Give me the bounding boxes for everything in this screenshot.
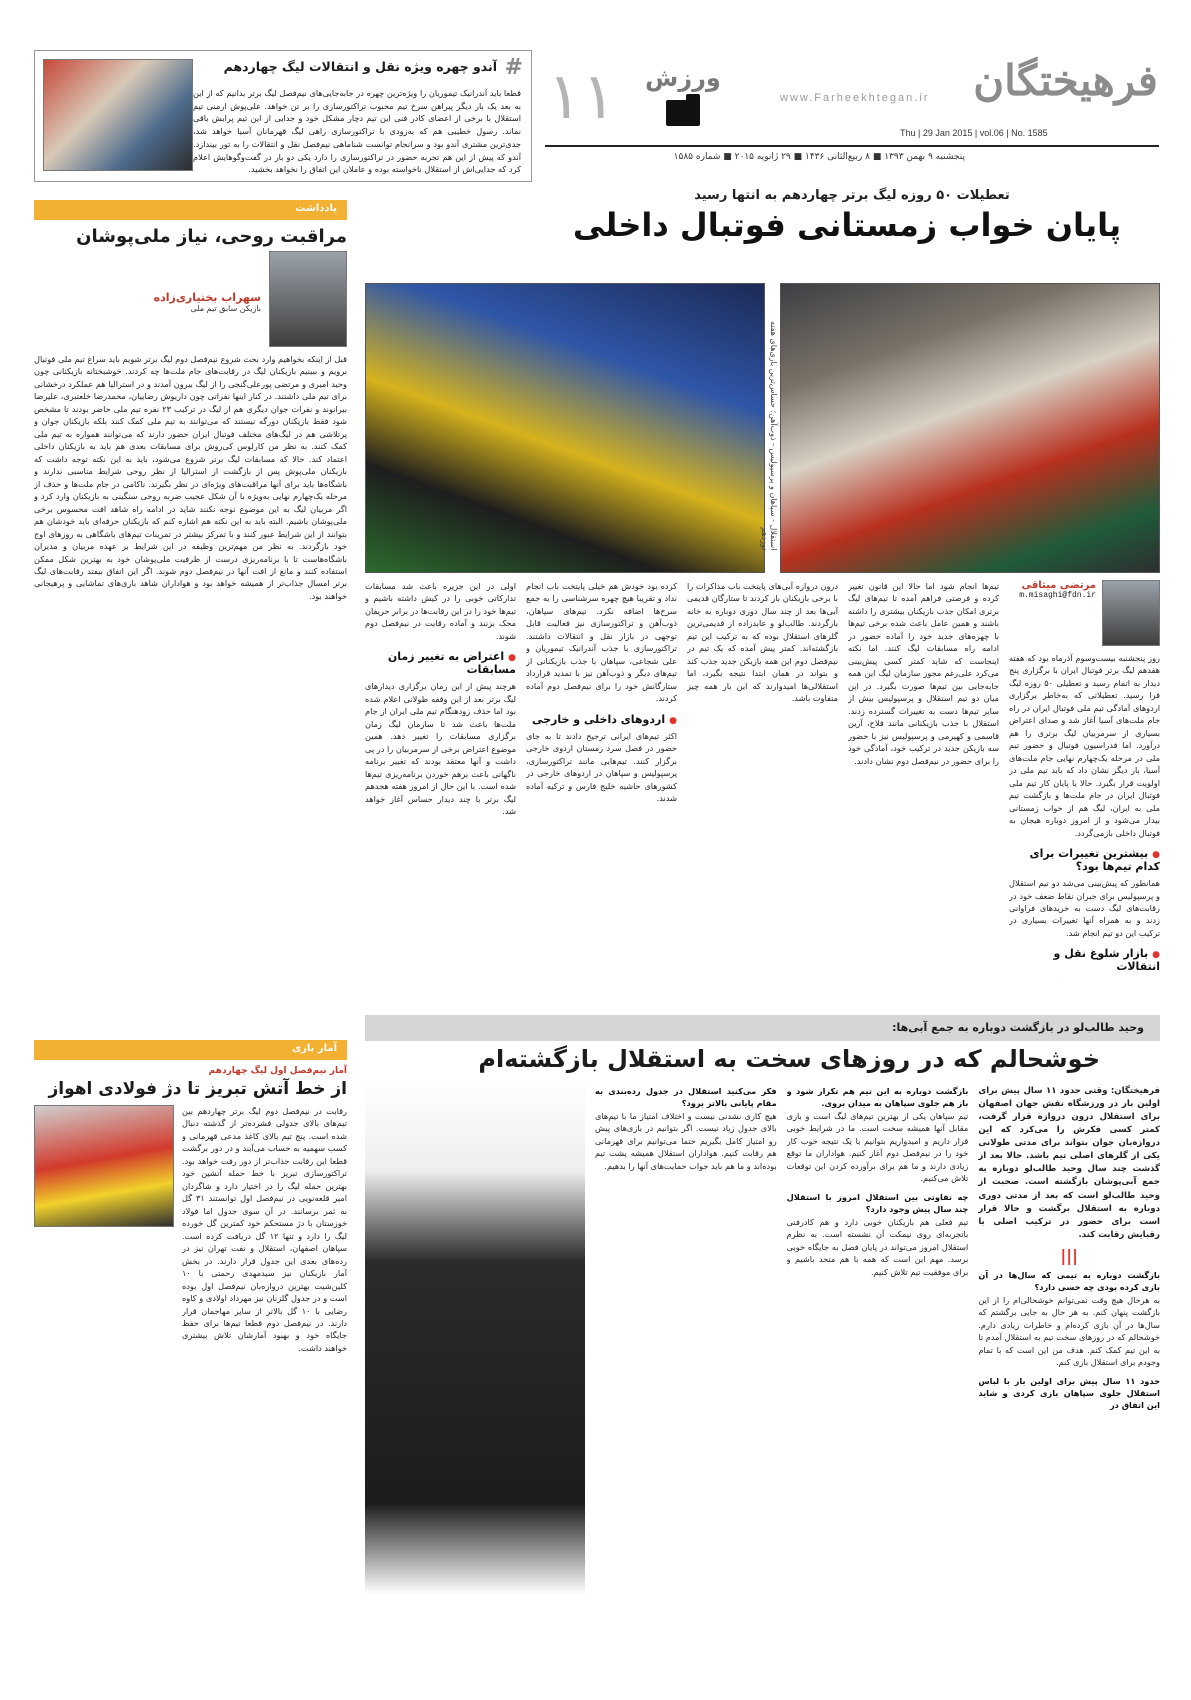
issue-info-english: Thu | 29 Jan 2015 | vol.06 | No. 1585	[900, 128, 1048, 138]
interview-headline: خوشحالم که در روزهای سخت به استقلال بازگشته‌ام	[478, 1045, 1100, 1073]
story-column-4	[526, 580, 677, 980]
columnist-name: سهراب بختیاری‌زاده	[153, 291, 261, 304]
columnist-block	[34, 251, 347, 347]
goalkeeper-photo	[365, 1080, 585, 1685]
story-subhead: ● اعتراض به تغییر زمان مسابقات	[365, 650, 516, 676]
teaser-title: آندو چهره ویژه نقل و انتقالات لیگ چهاردهم	[223, 59, 497, 74]
folder-icon	[666, 100, 700, 126]
story-text: تیم‌ها انجام شود اما حالا این قانون تغییر کرده و فرصتی فراهم آمده تا تیم‌های لیگ برتری امکان جذب بازیکنان بیشتری را داشته باشند و همین عامل باعث شده برخی تیم‌ها با چهره‌های جدید خود را آماده حضور در ادامه راه مسابقات لیگ کنند. اما نکته اینجاست که شاید کمتر کسی پیش‌بینی می‌کرد علی‌رغم مجوز سازمان لیگ این همه جابه‌جایی بین تیم‌ها صورت بگیرد. در این میان دو تیم استقلال و پرسپولیس بیش از سایر تیم‌ها دست به تغییرات گسترده زدند. استقلال با جذب بازیکنانی مانند فلاح، آرین قاسمی و کهیرمی و پرسپولیس نیز با حضور سه بازیکن جدید در ترکیب خود، آمادگی خود را برای حضور در نیم‌فصل دوم نشان دادند.	[848, 581, 999, 766]
story-text: روز پنجشنبه بیست‌وسوم آذرماه بود که هفته هفدهم لیگ برتر فوتبال ایران با برگزاری پنج دیدار به اتمام رسید و تعطیلی ۵۰ روزه لیگ فرا رسید. تعطیلاتی که به‌خاطر برگزاری اردوهای آمادگی تیم ملی فوتبال ایران در راه جام ملت‌های آسیا آغاز شد و صدای اعتراض بسیاری از سرمربیان لیگ برتری را هم درآورد. اما فدراسیون فوتبال و حضور تیم ملی در مرحله یک‌چهارم نهایی جام ملت‌های آسیا، بار دیگر نشان داد که باید تیم ملی در اولویت قرار بگیرد. حالا با پایان کار تیم ملی فوتبال ایران در جام ملت‌ها و بازگشت تیم ملی به ایران، لیگ هم از خواب زمستانی بیدار می‌شود و از امروز دوباره هیجان به فوتبال داخلی بازمی‌گردد.	[1009, 653, 1160, 838]
author-block	[1009, 580, 1160, 646]
story-subhead: ● اردوهای داخلی و خارجی	[526, 713, 677, 726]
stats-photo	[34, 1105, 174, 1227]
opinion-column	[34, 200, 347, 893]
author-portrait	[1102, 580, 1160, 646]
columnist-portrait	[269, 251, 347, 347]
match-photo-esteghlal	[365, 283, 765, 573]
story-column-1	[1009, 580, 1160, 980]
author-name: مرتضی میثاقی	[1021, 580, 1096, 591]
interview-article	[365, 1015, 1160, 1695]
interview-question: بازگشت دوباره به تیمی که سال‌ها در آن بازی کرده بودی چه حسی دارد؟	[978, 1269, 1160, 1293]
interview-answer: تیم سپاهان یکی از بهترین تیم‌های لیگ است و بازی مقابل آنها همیشه سخت است. ما در شرایط خوبی قرار داریم و امیدواریم بتوانیم با یک نتیجه خوب کار خود را در نیم‌فصل دوم آغاز کنیم. هواداران ما توقع زیادی دارند و ما هم برای برآورده کردن این توقعات تلاش می‌کنیم.	[786, 1110, 969, 1184]
interview-answer: تیم فعلی هم بازیکنان خوبی دارد و هم کادرفنی باتجربه‌ای روی نیمکت آن نشسته است. به نظرم استقلال امروز می‌تواند در پایان فصل به جایگاه خوبی برسد. مهم این است که همه با هم متحد باشیم و برای موفقیت تیم تلاش کنیم.	[786, 1216, 969, 1277]
issue-info-persian: پنجشنبه ۹ بهمن ۱۳۹۳ ■ ۸ ربیع‌الثانی ۱۴۳۶ ■ ۲۹ ژانویه ۲۰۱۵ ■ شماره ۱۵۸۵	[673, 152, 965, 162]
story-text: همانطور که پیش‌بینی می‌شد دو تیم استقلال و پرسپولیس برای جبران نقاط ضعف خود در رقابت‌های لیگ دست به خریدهای فراوانی زدند و به همراه آنها تغییرات بسیاری در ترکیب این دو تیم انجام شد.	[1009, 878, 1160, 938]
story-text: اکثر تیم‌های ایرانی ترجیح دادند تا به جای حضور در فصل سرد زمستان اردوی خارجی برگزار کنند. تیم‌هایی مانند تراکتورسازی، پرسپولیس و سپاهان در اردوهای خارجی در کشورهای حاشیه خلیج فارس و ترکیه آماده شدند.	[526, 730, 677, 804]
story-text: درون دروازه آبی‌های پایتخت باب مذاکرات را با برخی بازیکنان باز کردند تا ستارگان قدیمی آبی‌ها بعد از چند سال دوری دوباره به خانه بازگردند. طالب‌لو و عابدزاده از قدیمی‌ترین گلرهای استقلال بوده که به ترکیب این تیم بازگشته‌اند. کمتر پیش آمده که یک تیم در نیم‌فصل دوم این همه بازیکن جدید جذب کند و بتواند در همان ابتدا نتیجه بگیرد، اما استقلالی‌ها امیدوارند که این بار همه چیز متفاوت باشد.	[687, 581, 838, 704]
interview-question: چه تفاوتی بین استقلال امروز با استقلال چند سال پیش وجود دارد؟	[786, 1191, 969, 1215]
header-divider	[545, 145, 1159, 147]
story-column-3	[687, 580, 838, 980]
teaser-photo	[43, 59, 193, 171]
main-kicker: تعطیلات ۵۰ روزه لیگ برتر چهاردهم به انتها رسید	[694, 188, 1010, 203]
page-number: ۱۱	[547, 60, 616, 134]
story-text: اولی در این جزیره باعث شد مسابقات تدارکاتی خوبی را در کیش داشته باشیم و تیم‌ها خود را در این رقابت‌ها در برابر حریفان محک بزنند و آماده رقابت در نیم‌فصل دوم شوند.	[365, 581, 516, 641]
interview-answer: به هرحال هیچ وقت نمی‌توانم خوشحالی‌ام را از این بازگشت پنهان کنم. به هر حال به جایی برگشتم که سال‌ها در آن بازی کرده‌ام و خاطرات زیادی دارم. خوشحالم که در روزهای سخت تیم به استقلال آمدم تا به این تیم کمک کنم. هدف من این است که با تمام وجودم برای استقلال بازی کنم.	[978, 1294, 1160, 1368]
photo-caption: استقلال - سپاهان و پرسپولیس - ذوب‌آهن؛ حساس‌ترین بازی‌های هفته نوزدهم	[760, 320, 778, 550]
main-headline: پایان خواب زمستانی فوتبال داخلی	[572, 206, 1122, 244]
website-url[interactable]: www.Farheekhtegan.ir	[780, 92, 930, 104]
story-subhead: ● بازار شلوغ نقل و انتقالات	[1009, 947, 1160, 973]
story-column-5	[365, 580, 516, 980]
match-photo-persepolis	[780, 283, 1160, 573]
photo-caption: حدود ۱۱ سال پیش برای اولین بار با لباس استقلال جلوی سپاهان بازی کردی و شاید این اتفاق در	[978, 1375, 1160, 1411]
story-text: هرچند پیش از این زمان برگزاری دیدارهای لیگ برتر بعد از این وقفه طولانی اعلام شده بود اما حذف زودهنگام تیم ملی ایران از جام ملت‌ها باعث شد تا سازمان لیگ زمان برگزاری مسابقات را تغییر دهد. همین موضوع اعتراض برخی از سرمربیان را در پی داشت و آنها معتقد بودند که تغییر برنامه ناگهانی باعث برهم خوردن برنامه‌ریزی تیم‌ها شده است. با این حال از امروز هفته هجدهم لیگ برتر با چند دیدار حساس آغاز خواهد شد.	[365, 681, 516, 817]
interview-question: بازگشت دوباره به این تیم هم تکرار شود و باز هم جلوی سپاهان به میدان بروی.	[786, 1086, 969, 1109]
interview-kicker: وحید طالب‌لو در بازگشت دوباره به جمع آبی‌ها:	[892, 1021, 1144, 1034]
author-email[interactable]: m.misaghi@fdn.ir	[1019, 591, 1096, 600]
story-column-2	[848, 580, 999, 980]
stats-body: رقابت در نیم‌فصل دوم لیگ برتر چهاردهم بین تیم‌های بالای جدولی فشرده‌تر از گذشته دنبال شده است. پنج تیم بالای کاغذ مدعی قهرمانی و کسب سهمیه به حساب می‌آیند و در دور برگشت قطعا این رقابت جذاب‌تر از دور رفت خواهد بود. تراکتورسازی تبریز با خط حمله آتشین خود بهترین حمله لیگ را در اختیار دارد و شاگردان امیر قلعه‌نویی در نیم‌فصل اول توانستند ۳۱ گل به ثمر برسانند. در آن سوی جدول اما فولاد خوزستان با دژ مستحکم خود کمترین گل خورده لیگ را دارد و تنها ۱۲ گل دریافت کرده است. سپاهان اصفهان، استقلال و نفت تهران نیز در رده‌های بعدی این جدول قرار دارند. در بخش آمار بازیکنان نیز سیدمهدی رحمتی با ۱۰ کلین‌شیت بهترین دروازه‌بان نیم‌فصل اول بوده است و در جدول گلزنان نیز مهرداد اولادی و کاوه رضایی با ۱۰ گل بالاتر از سایر مهاجمان قرار دارند. در نیم‌فصل دوم قطعا تیم‌ها برای حفظ جایگاه خود و بهبود آمارشان تلاش بیشتری خواهند داشت.	[182, 1106, 347, 1353]
story-text: کرده بود خودش هم خیلی پایتخت باب انجام نداد و تقریبا هیچ چهره سرشناسی را به جمع سرخ‌ها اضافه نکرد. تیم‌های سپاهان، ذوب‌آهن و تراکتورسازی نیز فعالیت قابل توجهی در بازار نقل و انتقالات داشتند. تراکتورسازی با جذب آندرانیک تیموریان و علی شجاعی، سپاهان با جذب بازیکنانی از تیم‌های دیگر و ذوب‌آهن نیز با تمدید قرارداد ستارگانش خود را برای نیم‌فصل دوم آماده کردند.	[526, 581, 677, 704]
hashtag-icon: #	[504, 55, 523, 80]
interview-question: فکر می‌کنید استقلال در جدول رده‌بندی به مقام پایانی بالاتر برود؟	[594, 1086, 777, 1109]
main-story-columns	[365, 580, 1160, 980]
interview-columns	[595, 1085, 1160, 1685]
columnist-role: بازیکن سابق تیم ملی	[190, 304, 261, 313]
section-title: ورزش	[645, 64, 721, 92]
section-label-box	[618, 58, 748, 148]
story-subhead: ● بیشترین تغییرات برای کدام تیم‌ها بود؟	[1009, 847, 1160, 873]
stats-title: از خط آتش تبریز تا دژ فولادی اهواز	[48, 1079, 347, 1099]
interview-answer: هیچ کاری نشدنی نیست و اختلاف امتیاز ما با تیم‌های بالای جدول زیاد نیست. اگر بتوانیم در بازی‌های پیش رو امتیاز کامل بگیریم حتما می‌توانیم برای قهرمانی هم رقابت کنیم. هواداران استقلال همیشه پشت تیم بوده‌اند و ما هم باید جواب حمایت‌های آنها را بدهیم.	[594, 1110, 777, 1171]
interview-lead: فرهیختگان: وقتی حدود ۱۱ سال پیش برای اولین بار در ورزشگاه نقش جهان اصفهان برای استقلال درون دروازه قرار گرفت، کمتر کسی فکرش را می‌کرد که این دروازه‌بان جوان بتواند برای مدتی طولانی یکی از گلرهای اصلی تیم باشد. حالا بعد از گذشت چند سال وحید طالب‌لو دوباره به جمع آبی‌پوشان بازگشته است. صحبت از وحید طالب‌لو است که بعد از مدتی دوری دوباره به استقلال برگشت و حالا قرار است برای حضور در ترکیب اصلی با رقبایش رقابت کند.	[978, 1086, 1160, 1240]
stats-article	[34, 1040, 347, 1605]
interview-column-2	[787, 1085, 969, 1685]
interview-column-1	[978, 1085, 1160, 1685]
separator: |||	[1060, 1245, 1078, 1265]
section-tag: آمار بازی	[34, 1040, 347, 1060]
interview-column-3	[595, 1085, 777, 1685]
opinion-body: قبل از اینکه بخواهیم وارد بحث شروع نیم‌فصل دوم لیگ برتر شویم باید سراغ تیم ملی فوتبال برویم و ببینیم بازیکنان لیگ در رقابت‌های جام ملت‌ها چه کردند. خوشبختانه بازیکنانی چون وحید امیری و مرتضی پورعلی‌گنجی را از لیگ بیرون آمدند و در استرالیا هم عملکرد درخشانی برای تیم ملی داشتند. در کنار اینها نفراتی چون داریوش رضاییان، محمدرضا خلعتبری، علیرضا بیرانوند و نفرات جوان دیگری هم از لیگ در ترکیب ۲۳ نفره تیم ملی حاضر بودند تا مشخص شود فقط بازیکنان دورگه نیستند که می‌توانند به تیم ملی کمک کنند بلکه بازیکنان جوان و پرتلاشی هم در لیگ‌های مختلف فوتبال ایران حضور دارند که می‌توانند همواره به تیم ملی کمک کنند. به نظر من کارلوس کی‌روش برای مسابقات بعدی هم باید به بازیکنان داخلی اعتماد کند. حالا که مسابقات لیگ برتر شروع می‌شود، باید به این نکته توجه داشت که بازیکنان ملی‌پوش پس از بازگشت از استرالیا از نظر روحی شرایط مناسبی ندارند و باشگاه‌ها باید برای آنها مراقبت‌های ویژه‌ای در نظر بگیرند. ناکامی در جام ملت‌ها و حذف از مرحله یک‌چهارم نهایی به‌ویژه با آن شکل عجیب ضربه روحی سنگینی به بازیکنان وارد کرد و اگر مربیان لیگ به این موضوع توجه نکنند شاید در ادامه راه شاهد افت محسوس برخی ملی‌پوشان باشیم. البته باید به این نکته هم اشاره کنم که بازیکنان حرفه‌ای باید خودشان هم بتوانند از این شرایط عبور کنند و با تمرکز بیشتر در تمرینات تیم‌های باشگاهی به روزهای اوج خود بازگردند. به نظر من مهم‌ترین وظیفه در این شرایط بر عهده مربیان و مدیران باشگاه‌هاست تا با برنامه‌ریزی درست از ظرفیت ملی‌پوشان خود به بهترین شکل ممکن استفاده کنند و مانع از افت آنها در نیم‌فصل دوم شوند. اگر این اتفاق بیفتد رقابت‌های لیگ برتر امسال جذاب‌تر از همیشه خواهد بود و هواداران شاهد بازی‌های تماشایی و پرهیجانی خواهند بود.	[34, 354, 347, 601]
story-text	[1009, 977, 1160, 980]
teaser-box	[34, 50, 532, 182]
teaser-body: قطعا باید آندرانیک تیموریان را ویژه‌ترین چهره در جابه‌جایی‌های نیم‌فصل لیگ برتر بدانیم که از این به بعد یک بار دیگر پیراهن سرخ تیم محبوب تراکتورسازی را بر تن خواهد. علی‌پوش ارمنی تیم استقلال با برخی از اعضای کادر فنی این تیم دچار مشکل خود و جدایی از این تیم پرابش باقی نماند. رسول خطیبی هم که به‌زودی با تراکتورسازی راهی لیگ قهرمانان آسیا خواهد شد، جدی‌ترین مشتری آندو بود و سرانجام توانست شناماهی نیم‌فصل نقل و انتقالات را به تور بیندازد. آندو که پیش از این هم تجربه حضور در تراکتورسازی را دارد یکی دو بار در گفت‌وگوهایش اعلام کرد که جدایی‌اش از استقلال ناخواسته بوده و عاملان این اتفاق را نخواهد بخشید.	[193, 88, 521, 175]
section-tag: یادداشت	[34, 200, 347, 220]
stats-kicker: آمار نیم‌فصل اول لیگ چهاردهم	[208, 1066, 347, 1076]
opinion-title: مراقبت روحی، نیاز ملی‌پوشان	[76, 226, 347, 247]
newspaper-logo: فرهیختگان	[973, 56, 1158, 105]
